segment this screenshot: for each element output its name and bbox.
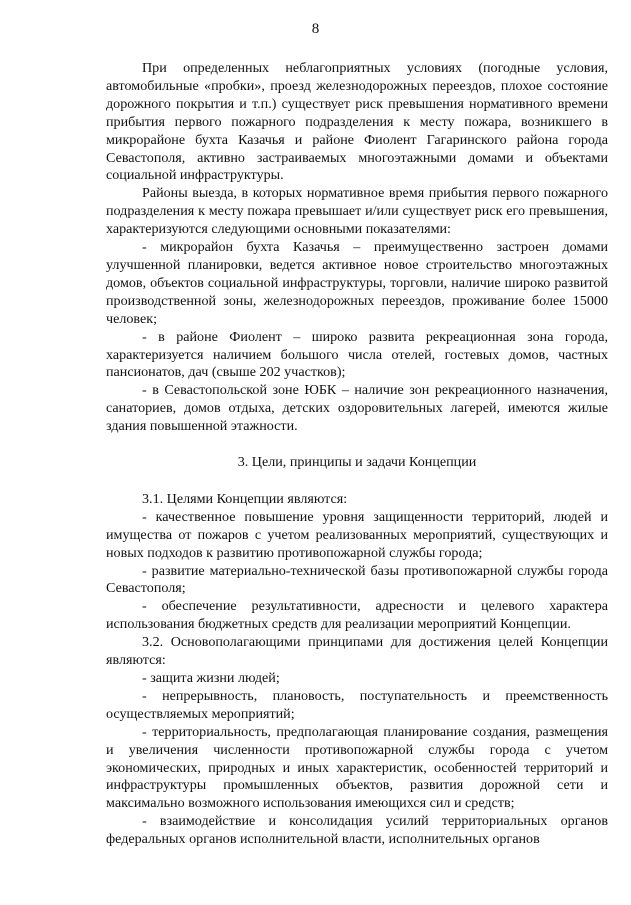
list-item-principle-continuity: - непрерывность, плановость, поступательность и преемственность осуществляемых мероприятий; (106, 687, 608, 722)
list-item-goal-budget: - обеспечение результативности, адресности и целевого характера использования бюджетных средств для реализации мероприятий Концепции. (106, 598, 608, 633)
paragraph-goals-title: 3.1. Целями Концепции являются: (142, 490, 348, 507)
paragraph-districts-intro: Районы выезда, в которых нормативное время прибытия первого пожарного подразделения к месту пожара превышает и/или существует риск его превышения, характеризуются следующими основными показателями: (106, 185, 608, 238)
paragraph-risk-intro: При определенных неблагоприятных условиях (погодные условия, автомобильные «пробки», проезд железнодорожных переездов, плохое состояние дорожного покрытия и т.п.) существует риск превышения нормативного времени прибытия первого пожарного подразделения к месту пожара, возникшего в микрорайоне бухта Казачья и районе Фиолент Гагаринского района города Севастополя, активно застраиваемых многоэтажными домами и объектами социальной инфраструктуры. (106, 60, 608, 184)
list-item-principle-territoriality: - территориальность, предполагающая планирование создания, размещения и увеличения численности противопожарной службы города с учетом экономических, природных и иных характеристик, особенностей территорий и инфраструктуры промышленных объектов, развития дорожной сети и максимально возможного использования имеющихся сил и средств; (106, 723, 608, 812)
list-item-principle-life: - защита жизни людей; (142, 670, 280, 686)
document-body (106, 60, 608, 849)
list-item-ubk: - в Севастопольской зоне ЮБК – наличие зон рекреационного назначения, санаториев, домов отдыха, детских оздоровительных лагерей, имеются жилые здания повышенной этажности. (106, 382, 608, 435)
paragraph-principles-title: 3.2. Основополагающими принципами для достижения целей Концепции являются: (106, 634, 608, 669)
list-item-goal-protection: - качественное повышение уровня защищенности территорий, людей и имущества от пожаров с учетом реализованных мероприятий, существующих и новых подходов к развитию противопожарной службы города; (106, 508, 608, 561)
page-number: 8 (311, 21, 320, 37)
section-heading: 3. Цели, принципы и задачи Концепции (237, 454, 477, 471)
list-item-fiolent: - в районе Фиолент – широко развита рекреационная зона города, характеризуется наличием большого числа отелей, гостевых домов, частных пансионатов, дач (свыше 202 участков); (106, 328, 608, 381)
list-item-kazachya: - микрорайон бухта Казачья – преимущественно застроен домами улучшенной планировки, ведется активное новое строительство многоэтажных домов, объектов социальной инфраструктуры, торговли, наличие широко развитой производственной зоны, железнодорожных переездов, проживание более 15000 человек; (106, 239, 608, 327)
list-item-goal-material-base: - развитие материально-технической базы противопожарной службы города Севастополя; (106, 562, 608, 597)
list-item-principle-interaction: - взаимодействие и консолидация усилий территориальных органов федеральных органов исполнительной власти, исполнительных органов (106, 813, 608, 848)
